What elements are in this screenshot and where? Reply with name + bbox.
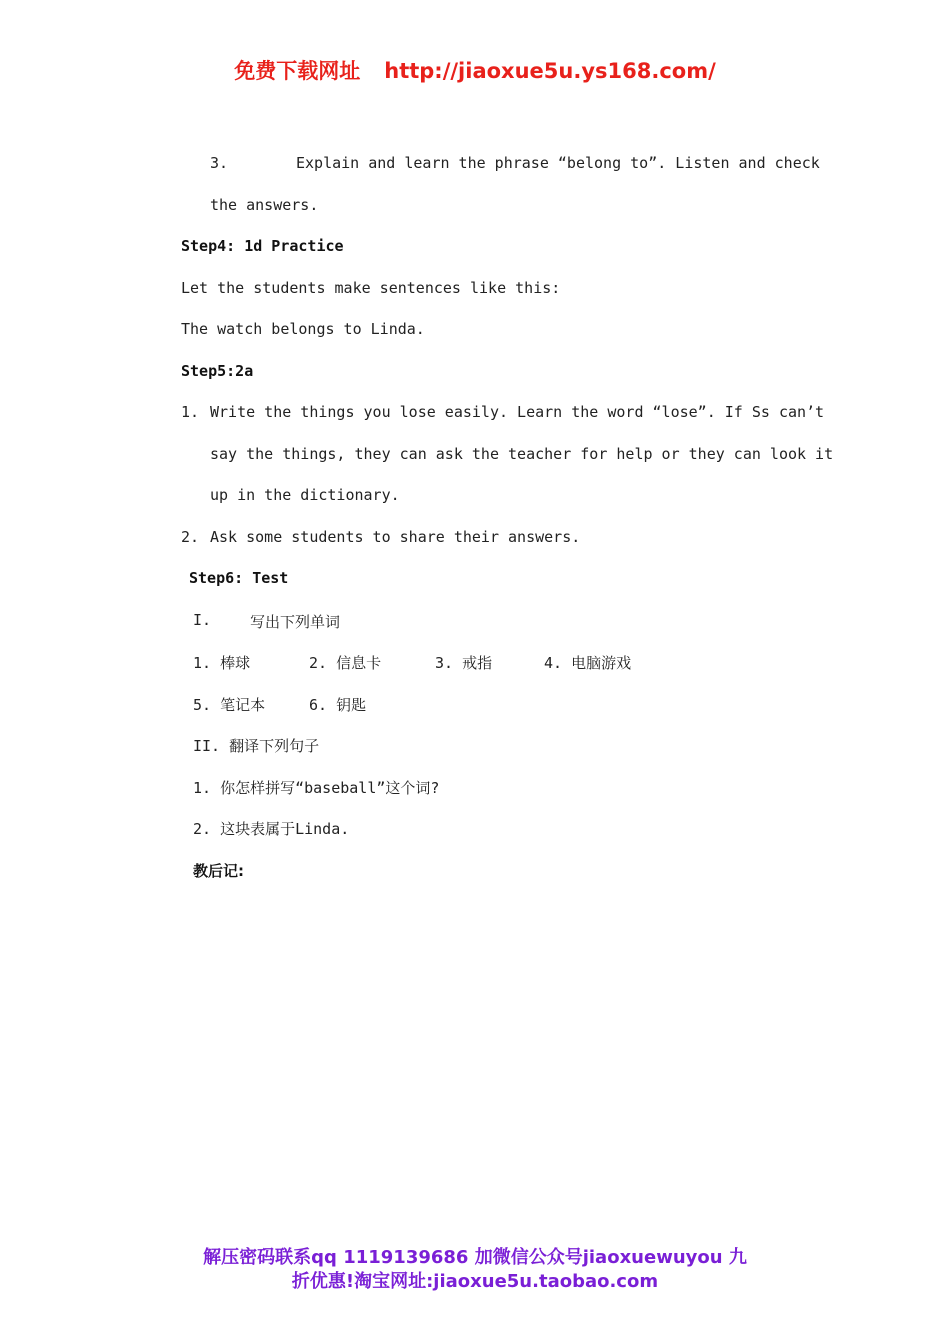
footer-line2: 折优惠!淘宝网址:jiaoxue5u.taobao.com [291,1271,659,1292]
step5-item1-line3: up in the dictionary. [210,486,400,504]
section2-title: II. 翻译下列句子 [193,737,320,755]
word-item: 2. 信息卡 [309,654,382,672]
step5-item1-line1: Write the things you lose easily. Learn the word “lose”. If Ss can’t [210,403,825,421]
word-item: 3. 戒指 [435,654,493,672]
header-label: 免费下载网址 [234,59,361,83]
step6-heading: Step6: Test [189,569,289,587]
header-url-link[interactable]: http://jiaoxue5u.ys168.com/ [384,59,716,83]
step5-item2-text: Ask some students to share their answers. [210,528,581,546]
page-header [0,55,950,85]
item3-continuation: the answers. [210,196,319,214]
afterword-label: 教后记: [193,862,244,880]
section1-number: I. [193,611,212,629]
step4-heading: Step4: 1d Practice [181,237,344,255]
word-item: 1. 棒球 [193,654,251,672]
footer-line1: 解压密码联系qq 1119139686 加微信公众号jiaoxuewuyou 九 [203,1247,747,1268]
sentence-item: 2. 这块表属于Linda. [193,820,350,838]
word-item: 5. 笔记本 [193,696,266,714]
step4-example: The watch belongs to Linda. [181,320,425,338]
item3-text: Explain and learn the phrase “belong to”. Listen and check [296,154,820,172]
word-item: 4. 电脑游戏 [544,654,632,672]
step5-item2-number: 2. [181,528,200,546]
step4-instruction: Let the students make sentences like this: [181,279,561,297]
word-item: 6. 钥匙 [309,696,367,714]
step5-item1-line2: say the things, they can ask the teacher for help or they can look it [210,445,834,463]
section1-title: 写出下列单词 [250,613,341,631]
step5-item1-number: 1. [181,403,200,421]
step5-heading: Step5:2a [181,362,254,380]
item3-number: 3. [210,154,229,172]
sentence-item: 1. 你怎样拼写“baseball”这个词? [193,779,440,797]
